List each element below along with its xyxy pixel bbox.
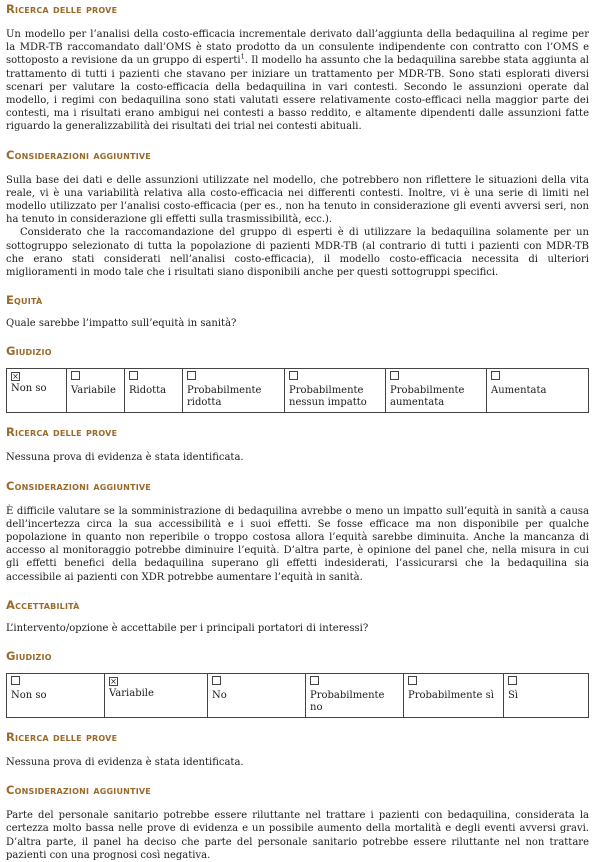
judgement-option[interactable]: Aumentata xyxy=(487,369,589,413)
checkbox[interactable]: × xyxy=(110,677,117,687)
section-heading-accettabilita: Accettabilità xyxy=(6,597,80,612)
footnote-marker: 1 xyxy=(240,53,245,62)
checkbox[interactable] xyxy=(289,371,298,380)
judgement-option[interactable]: Sì xyxy=(504,674,589,718)
judgement-option[interactable]: Ridotta xyxy=(125,369,183,413)
section-heading-equita: Equità xyxy=(6,293,43,308)
checkbox[interactable] xyxy=(310,676,319,685)
paragraph-model: Un modello per l’analisi della costo-efficacia incrementale derivato dall’aggiunta della bedaquilina al regime per la MDR-TB raccomandato dall’OMS è stato prodotto da un consulente indipendente con contratto con l’OMS e sottoposto a revisione da un gruppo di esperti$^1$. Il modello ha assunto che la bedaquilina sarebbe stata aggiunta al trattamento di tutti i pazienti che stavano per iniziare un trattamento per MDR-TB. Sono stati esplorati diversi scenari per valutare la costo-efficacia della bedaquilina in vari contesti. Secondo le assunzioni operate dal modello, i regimi con bedaquilina sono stati valutati essere relativamente costo-efficaci nella maggior parte dei contesti, ma i risultati erano ambigui nei contesti a basso reddito, e altamente dipendenti dalle assunzioni fatte riguardo la generalizzabilità dei risultati dei trial nei contesti abituali. xyxy=(6,29,589,133)
checkbox[interactable] xyxy=(11,676,20,685)
section-heading-ricerca-equita: Ricerca delle prove xyxy=(6,425,118,440)
judgement-option[interactable]: × Non so xyxy=(7,369,67,413)
judgement-option[interactable]: No xyxy=(208,674,306,718)
judgement-option[interactable]: Probabilmente no xyxy=(306,674,404,718)
checkbox[interactable] xyxy=(129,371,138,380)
question-accettabilita: L’intervento/opzione è accettabile per i principali portatori di interessi? xyxy=(6,622,369,634)
section-heading-ricerca: Ricerca delle prove xyxy=(6,2,118,16)
checkbox[interactable] xyxy=(408,676,417,685)
section-heading-ricerca-accettabilita: Ricerca delle prove xyxy=(6,730,118,745)
judgement-heading-accettabilita: Giudizio xyxy=(6,649,52,664)
checkbox[interactable] xyxy=(390,371,399,380)
judgement-table-accettabilita xyxy=(6,673,589,718)
question-equita: Quale sarebbe l’impatto sull’equità in sanità? xyxy=(6,318,237,330)
judgement-option[interactable]: Probabilmente ridotta xyxy=(183,369,285,413)
checkbox[interactable] xyxy=(187,371,196,380)
judgement-option[interactable]: Variabile xyxy=(67,369,125,413)
judgement-option[interactable]: Non so xyxy=(7,674,105,718)
judgement-heading-equita: Giudizio xyxy=(6,344,52,359)
document-page xyxy=(6,2,589,862)
section-heading-considerazioni-equita: Considerazioni aggiuntive xyxy=(6,478,151,493)
evidence-text-accettabilita: Nessuna prova di evidenza è stata identificata. xyxy=(6,757,244,769)
additional-text-equita: È difficile valutare se la somministrazione di bedaquilina avrebbe o meno un impatto sull’equità in sanità a causa dell’incertezza circa la sua accessibilità e i suoi effetti. Se fosse efficace ma non disponibile per qualche popolazione in quanto non reperibile o troppo costosa allora l’equità sarebbe diminuita. Anche la mancanza di accesso al monitoraggio potrebbe diminuire l’equità. D’altra parte, è opinione del panel che, nella misura in cui gli effetti benefici della bedaquilina superano gli effetti indesiderati, l’assicurarsi che la bedaquilina sia accessibile ai pazienti con XDR potrebbe aumentare l’equità in sanità. xyxy=(6,505,589,583)
section-heading-considerazioni: Considerazioni aggiuntive xyxy=(6,147,151,162)
checkbox[interactable] xyxy=(71,371,80,380)
judgement-table-equita xyxy=(6,368,589,413)
judgement-option[interactable]: × Variabile xyxy=(105,674,208,718)
checkbox[interactable] xyxy=(508,676,517,685)
additional-text-accettabilita: Parte del personale sanitario potrebbe essere riluttante nel trattare i pazienti con bedaquilina, considerata la certezza molto bassa nelle prove di evidenza e un possibile aumento della mortalità e degli eventi avversi gravi. D’altra parte, il panel ha deciso che parte del personale sanitario potrebbe essere riluttante nel non trattare pazienti con una prognosi così negativa. xyxy=(6,810,589,861)
section-heading-considerazioni-accettabilita: Considerazioni aggiuntive xyxy=(6,783,151,798)
checkbox[interactable]: × xyxy=(12,372,19,382)
judgement-option[interactable]: Probabilmente nessun impatto xyxy=(285,369,386,413)
checkbox[interactable] xyxy=(212,676,221,685)
paragraph-considerazioni-2: Considerato che la raccomandazione del gruppo di esperti è di utilizzare la bedaquilina solamente per un sottogruppo selezionato di tutta la popolazione di pazienti MDR-TB (al contrario di tutti i pazienti con MDR-TB che erano stati considerati nell’analisi costo-efficacia), il modello costo-efficacia necessita di ulteriori miglioramenti in modo tale che i risultati siano disponibili anche per questi sottogruppi specifici. xyxy=(6,227,589,279)
evidence-text-equita: Nessuna prova di evidenza è stata identificata. xyxy=(6,452,244,464)
paragraph-considerazioni-1: Sulla base dei dati e delle assunzioni utilizzate nel modello, che potrebbero non riflettere le situazioni della vita reale, vi è una variabilità relativa alla costo-efficacia nei differenti contesti. Inoltre, vi è una serie di limiti nel modello utilizzato per l’analisi costo-efficacia (per es., non ha tenuto in considerazione gli eventi avversi seri, non ha tenuto in considerazione gli effetti sulla trasmissibilità, ecc.). xyxy=(6,174,589,226)
judgement-option[interactable]: Probabilmente aumentata xyxy=(386,369,487,413)
checkbox[interactable] xyxy=(491,371,500,380)
judgement-option[interactable]: Probabilmente sì xyxy=(404,674,504,718)
